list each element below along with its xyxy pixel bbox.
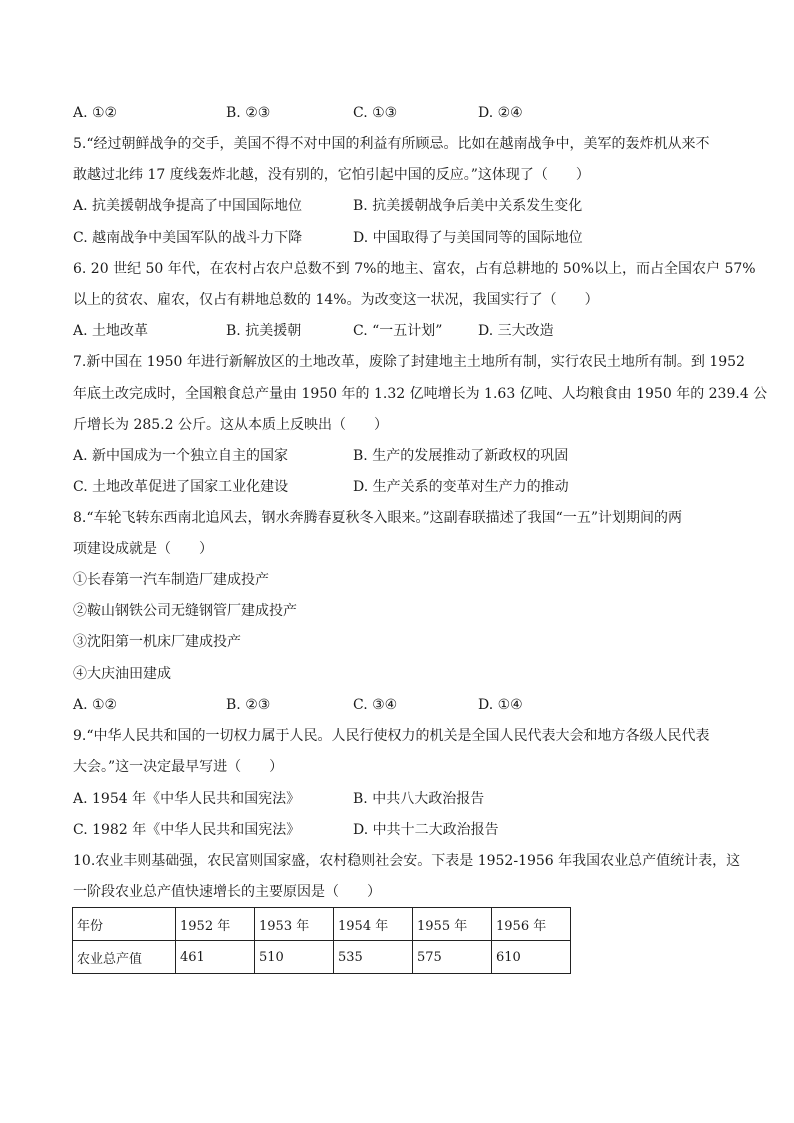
- q8-stem-line-2: 项建设成就是（ ）: [73, 541, 213, 557]
- q6-stem-line-1: 6. 20 世纪 50 年代，在农村占农户总数不到 7%的地主、富农，占有总耕地的 50%以上，而占全国农户 57%: [73, 261, 756, 277]
- q9-option-d: D. 中共十二大政治报告: [353, 822, 499, 838]
- table-cell: 610: [492, 941, 571, 974]
- table-header-row: [73, 908, 571, 941]
- q6-stem-line-2: 以上的贫农、雇农，仅占有耕地总数的 14%。为改变这一状况，我国实行了（ ）: [73, 292, 599, 308]
- table-cell: 1953 年: [255, 908, 334, 941]
- q5-option-c: C. 越南战争中美国军队的战斗力下降: [73, 230, 303, 246]
- q10-stem-line-1: 10.农业丰则基础强，农民富则国家盛，农村稳则社会安。下表是 1952-1956 年我国农业总产值统计表，这: [73, 853, 741, 869]
- q8-option-b: B. ②③: [226, 697, 271, 713]
- q7-option-c: C. 土地改革促进了国家工业化建设: [73, 479, 289, 495]
- q6-option-d: D. 三大改造: [478, 323, 554, 339]
- q9-option-a: A. 1954 年《中华人民共和国宪法》: [73, 791, 301, 807]
- table-cell: 农业总产值: [73, 941, 176, 974]
- q5-option-d: D. 中国取得了与美国同等的国际地位: [353, 230, 583, 246]
- q9-stem-line-1: 9.“中华人民共和国的一切权力属于人民。人民行使权力的机关是全国人民代表大会和地方各级人民代表: [73, 728, 710, 744]
- q8-option-a: A. ①②: [73, 697, 118, 713]
- table-cell: 年份: [73, 908, 176, 941]
- q7-option-d: D. 生产关系的变革对生产力的推动: [353, 479, 569, 495]
- q4-option-c: C. ①③: [353, 105, 398, 121]
- q8-stem-line-1: 8.“车轮飞转东西南北追风去，钢水奔腾春夏秋冬入眼来。”这副春联描述了我国“一五”计划期间的两: [73, 510, 682, 526]
- table-cell: 461: [176, 941, 255, 974]
- q9-option-b: B. 中共八大政治报告: [353, 791, 485, 807]
- q6-option-c: C. “一五计划”: [353, 323, 443, 339]
- q5-option-a: A. 抗美援朝战争提高了中国国际地位: [73, 198, 303, 214]
- q7-stem-line-1: 7.新中国在 1950 年进行新解放区的土地改革，废除了封建地主土地所有制，实行农民土地所有制。到 1952: [73, 354, 745, 370]
- q7-option-b: B. 生产的发展推动了新政权的巩固: [353, 448, 569, 464]
- q8-option-c: C. ③④: [353, 697, 398, 713]
- q8-item-1: ①长春第一汽车制造厂建成投产: [73, 572, 269, 588]
- q7-option-a: A. 新中国成为一个独立自主的国家: [73, 448, 289, 464]
- q6-option-a: A. 土地改革: [73, 323, 149, 339]
- q8-item-4: ④大庆油田建成: [73, 666, 171, 682]
- q4-option-a: A. ①②: [73, 105, 118, 121]
- q8-item-3: ③沈阳第一机床厂建成投产: [73, 634, 241, 650]
- table-cell: 1954 年: [334, 908, 413, 941]
- q5-stem-line-2: 敢越过北纬 17 度线轰炸北越，没有别的，它怕引起中国的反应。”这体现了（ ）: [73, 167, 590, 183]
- table-cell: 1955 年: [413, 908, 492, 941]
- q7-stem-line-2: 年底土改完成时，全国粮食总产量由 1950 年的 1.32 亿吨增长为 1.63 亿吨、人均粮食由 1950 年的 239.4 公: [73, 386, 768, 402]
- q4-option-b: B. ②③: [226, 105, 271, 121]
- q4-option-d: D. ②④: [478, 105, 523, 121]
- table-cell: 1956 年: [492, 908, 571, 941]
- agriculture-output-table: [72, 907, 571, 974]
- q6-option-b: B. 抗美援朝: [226, 323, 302, 339]
- q8-option-d: D. ①④: [478, 697, 523, 713]
- table-cell: 535: [334, 941, 413, 974]
- table-cell: 575: [413, 941, 492, 974]
- q9-stem-line-2: 大会。”这一决定最早写进（ ）: [73, 759, 284, 775]
- table-row: [73, 941, 571, 974]
- q5-option-b: B. 抗美援朝战争后美中关系发生变化: [353, 198, 583, 214]
- table-cell: 510: [255, 941, 334, 974]
- q5-stem-line-1: 5.“经过朝鲜战争的交手，美国不得不对中国的利益有所顾忌。比如在越南战争中，美军的轰炸机从来不: [73, 136, 710, 152]
- table-cell: 1952 年: [176, 908, 255, 941]
- q9-option-c: C. 1982 年《中华人民共和国宪法》: [73, 822, 301, 838]
- q10-stem-line-2: 一阶段农业总产值快速增长的主要原因是（ ）: [73, 884, 381, 900]
- q7-stem-line-3: 斤增长为 285.2 公斤。这从本质上反映出（ ）: [73, 417, 388, 433]
- q8-item-2: ②鞍山钢铁公司无缝钢管厂建成投产: [73, 603, 297, 619]
